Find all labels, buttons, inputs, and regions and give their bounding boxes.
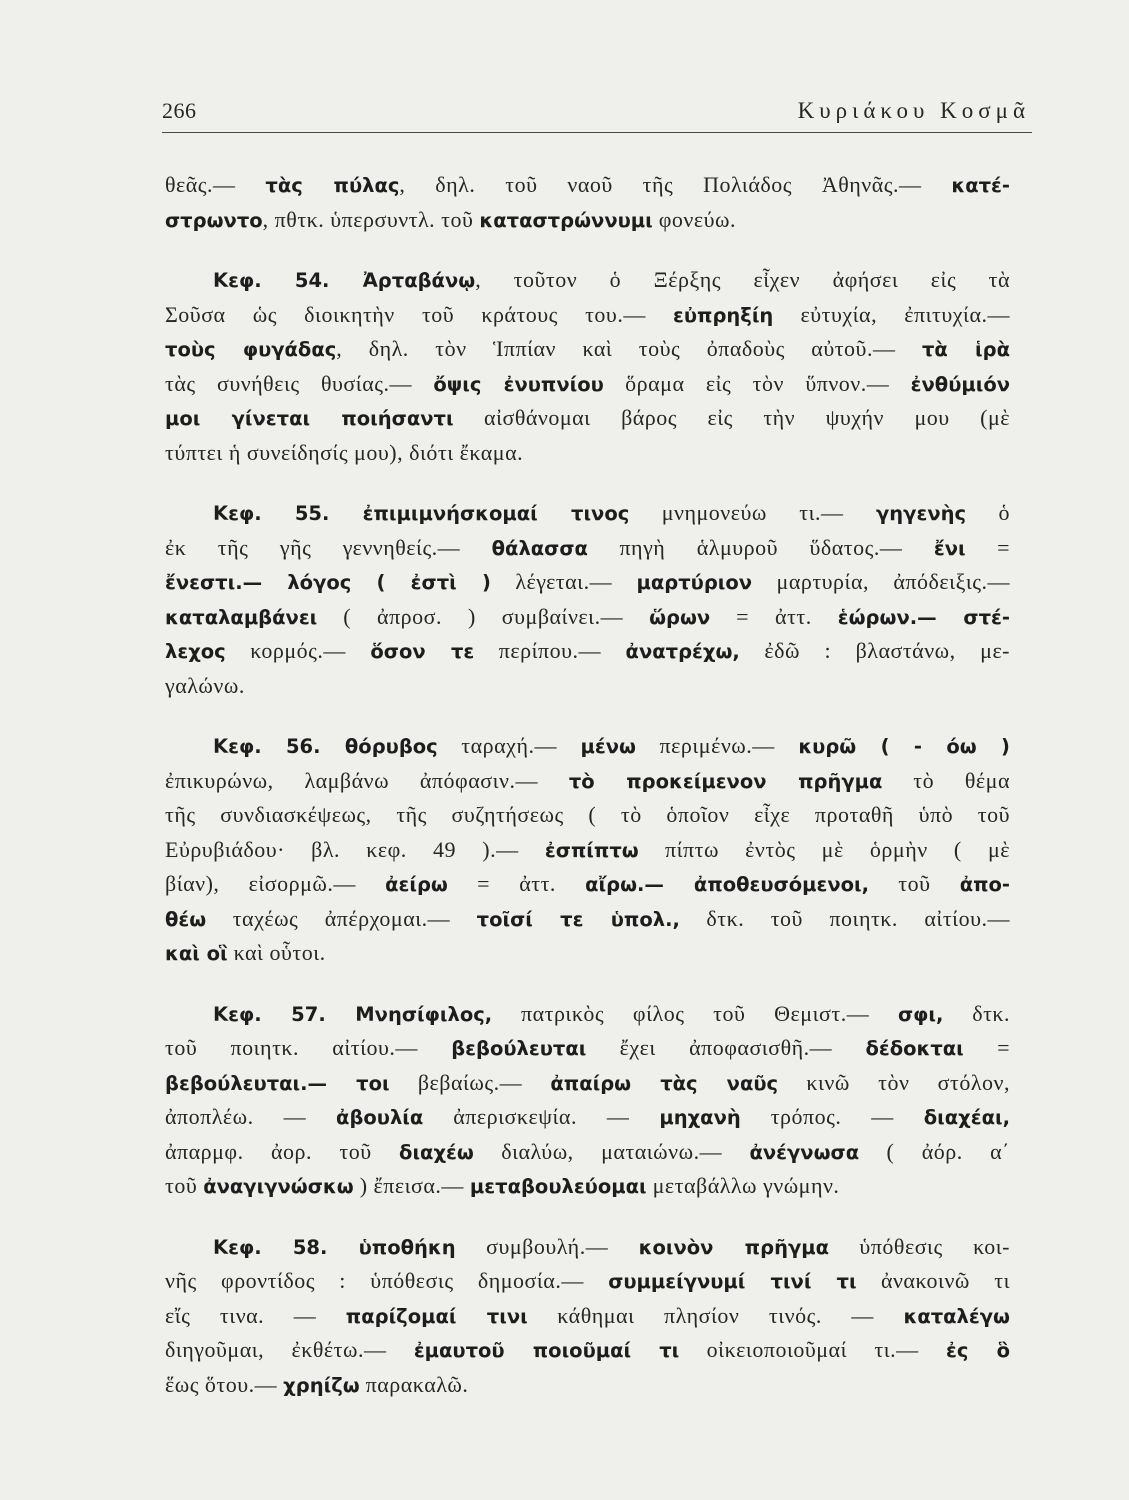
text-line: [165, 168, 1010, 203]
gloss-text: κινῶ τὸν στόλον,: [778, 1069, 1010, 1095]
gloss-text: μνημονεύω τι.—: [629, 500, 877, 525]
gloss-text: ἀποπλέω. —: [165, 1104, 337, 1129]
text-line: [165, 798, 1010, 833]
headword: μεταβουλεύομαι: [469, 1175, 647, 1198]
gloss-text: κορμός.—: [225, 638, 371, 663]
header-rule: [162, 132, 1032, 133]
headword: στρωντο: [165, 208, 263, 232]
headword: ὅσον τε: [370, 640, 475, 663]
gloss-text: νῆς φροντίδος : ὑπόθεσις δημοσία.—: [165, 1268, 609, 1293]
gloss-text: ὑπόθεσις κοι-: [828, 1233, 1010, 1259]
headword: χρηίζω: [283, 1373, 360, 1397]
gloss-text: ἐδῶ : βλαστάνω, με-: [739, 638, 1011, 663]
gloss-text: , δηλ. τὸν Ἱππίαν καὶ τοὺς ὀπαδοὺς αὐτοῦ.—: [336, 336, 922, 361]
gloss-text: διαλύω, ματαιώνω.—: [473, 1138, 750, 1164]
text-line: [165, 436, 1010, 471]
text-line: [165, 936, 1010, 971]
text-line: [165, 867, 1010, 902]
gloss-text: μαρτυρία, ἀπόδειξις.—: [752, 569, 1011, 594]
text-line: [165, 565, 1010, 600]
gloss-text: θεᾶς.—: [165, 172, 266, 197]
gloss-text: παρακαλῶ.: [359, 1371, 469, 1397]
headword: ἀπαίρω τὰς ναῦς: [550, 1071, 779, 1095]
gloss-text: τῆς συνδιασκέψεως, τῆς συζητήσεως ( τὸ ὁποῖον εἶχε προταθῆ ὑπὸ τοῦ: [165, 802, 1010, 827]
headword: ἐσπίπτω: [544, 838, 639, 862]
gloss-text: = ἀττ.: [710, 603, 838, 629]
headword: δέδοκται: [865, 1037, 964, 1060]
gloss-text: ταχέως ἀπέρχομαι.—: [206, 905, 477, 931]
headword: κυρῶ ( - όω ): [798, 735, 1010, 758]
headword: τοῖσί τε ὑπολ.,: [476, 907, 680, 931]
headword: παρίζομαί τινι: [345, 1304, 528, 1328]
gloss-text: = ἀττ.: [447, 871, 586, 896]
gloss-text: τοῦ: [165, 1173, 204, 1198]
entry-paragraph: [165, 729, 1010, 971]
gloss-text: ἀνακοινῶ τι: [856, 1268, 1010, 1293]
headword: τὸ προκείμενον πρῆγμα: [568, 769, 883, 793]
headword: ὄψις ἐνυπνίου: [433, 372, 604, 396]
headword: εὐπρηξίη: [673, 303, 774, 327]
headword: καταστρώννυμι: [479, 208, 653, 232]
gloss-text: πατρικὸς φίλος τοῦ Θεμιστ.—: [492, 1000, 898, 1026]
entry-paragraph: [165, 496, 1010, 703]
page-number: 266: [162, 98, 197, 123]
headword: ἔνεστι.— λόγος ( ἐστὶ ): [165, 571, 491, 594]
headword: ἀναγιγνώσκω: [203, 1175, 354, 1198]
gloss-text: περιμένω.—: [635, 733, 799, 758]
gloss-text: φονεύω.: [652, 206, 736, 232]
headword: κατέ-: [951, 174, 1011, 197]
text-line: [165, 496, 1010, 531]
headword: βεβούλευται: [451, 1037, 587, 1060]
headword: ἀείρω: [385, 873, 448, 896]
gloss-text: βίαν), εἰσορμῶ.—: [165, 871, 386, 896]
gloss-text: ἐπικυρώνω, λαμβάνω ἀπόφασιν.—: [165, 767, 569, 793]
text-line: [165, 600, 1010, 635]
gloss-text: διηγοῦμαι, ἐκθέτω.—: [165, 1337, 414, 1362]
text-line: [165, 1169, 1010, 1204]
headword: διαχέω: [399, 1140, 474, 1164]
gloss-text: , δηλ. τοῦ ναοῦ τῆς Πολιάδος Ἀθηνᾶς.—: [399, 172, 952, 197]
gloss-text: εὐτυχία, ἐπιτυχία.—: [773, 301, 1010, 327]
gloss-text: Σοῦσα ὡς διοικητὴν τοῦ κράτους του.—: [165, 301, 674, 327]
gloss-text: ) ἔπεισα.—: [353, 1173, 470, 1198]
headword: Κεφ. 58. ὑποθήκη: [213, 1235, 456, 1259]
text-line: [165, 833, 1010, 868]
running-header: [162, 96, 1030, 126]
text-line: [165, 1368, 1010, 1403]
headword: ἐμαυτοῦ ποιοῦμαί τι: [413, 1339, 680, 1362]
gloss-text: =: [965, 534, 1010, 560]
headword: σφι,: [897, 1002, 944, 1026]
gloss-text: εἴς τινα. —: [165, 1302, 346, 1328]
text-line: [165, 669, 1010, 704]
text-line: [165, 729, 1010, 764]
headword: μηχανὴ: [659, 1106, 741, 1129]
gloss-text: ἀπερισκεψία. —: [423, 1104, 660, 1129]
gloss-text: μεταβάλλω γνώμην.: [646, 1173, 840, 1198]
text-line: [165, 997, 1010, 1032]
page-body-text: [165, 168, 1010, 1402]
text-line: [165, 1100, 1010, 1135]
headword: ἔνι: [933, 536, 966, 560]
entry-paragraph: [165, 997, 1010, 1204]
gloss-text: ὅραμα εἰς τὸν ὕπνον.—: [603, 370, 911, 396]
headword: θάλασσα: [491, 536, 588, 560]
entry-paragraph: [165, 263, 1010, 470]
gloss-text: τρόπος. —: [740, 1104, 924, 1129]
text-line: [165, 298, 1010, 333]
gloss-text: δτκ. τοῦ ποιητκ. αἰτίου.—: [679, 905, 1010, 931]
text-line: [165, 1333, 1010, 1368]
headword: γηγενὴς: [876, 502, 967, 525]
headword: ἀνέγνωσα: [749, 1140, 860, 1164]
gloss-text: , πθτκ. ὑπερσυντλ. τοῦ: [262, 206, 480, 232]
headword: κοινὸν πρῆγμα: [638, 1235, 829, 1259]
headword: ἀνατρέχω,: [625, 640, 740, 663]
text-line: [165, 1135, 1010, 1170]
headword: ἐνθύμιόν: [910, 372, 1010, 396]
gloss-text: ἕως ὅτου.—: [165, 1371, 284, 1397]
text-line: [165, 203, 1010, 238]
gloss-text: οἰκειοποιοῦμαί τι.—: [679, 1337, 946, 1362]
gloss-text: τύπτει ἡ συνείδησίς μου), διότι ἔκαμα.: [165, 439, 524, 465]
gloss-text: τοῦ ποιητκ. αἰτίου.—: [165, 1035, 452, 1060]
headword: τὰ ἱρὰ: [921, 338, 1010, 361]
headword: τοὺς φυγάδας: [165, 338, 337, 361]
headword: Κεφ. 57. Μνησίφιλος,: [213, 1002, 493, 1026]
gloss-text: καὶ οὗτοι.: [227, 940, 326, 965]
gloss-text: Εὐρυβιάδου· βλ. κεφ. 49 ).—: [165, 836, 545, 862]
text-line: [165, 367, 1010, 402]
headword: θέω: [165, 907, 207, 931]
text-line: [165, 1299, 1010, 1334]
gloss-text: ἐκ τῆς γῆς γεννηθείς.—: [165, 534, 492, 560]
headword: Κεφ. 54. Ἀρταβάνῳ: [213, 269, 476, 292]
gloss-text: δτκ.: [943, 1000, 1010, 1026]
gloss-text: πίπτω ἐντὸς μὲ ὁρμὴν ( μὲ: [638, 836, 1010, 862]
gloss-text: γαλώνω.: [165, 672, 245, 698]
text-line: [165, 902, 1010, 937]
headword: συμμείγνυμί τινί τι: [608, 1270, 857, 1293]
gloss-text: πηγὴ ἁλμυροῦ ὕδατος.—: [587, 534, 934, 560]
text-line: [165, 531, 1010, 566]
gloss-text: αἰσθάνομαι βάρος εἰς τὴν ψυχήν μου (μὲ: [453, 405, 1010, 430]
gloss-text: τὰς συνήθεις θυσίας.—: [165, 370, 434, 396]
headword: αἴρω.— ἀποθευσόμενοι,: [585, 873, 870, 896]
headword: ἐς ὃ: [946, 1339, 1010, 1362]
gloss-text: συμβουλή.—: [455, 1233, 639, 1259]
gloss-text: τὸ θέμα: [882, 767, 1010, 793]
gloss-text: ( ἀόρ. α΄: [859, 1138, 1010, 1164]
headword: διαχέαι,: [923, 1106, 1010, 1129]
headword: καταλέγω: [903, 1304, 1010, 1328]
headword: Κεφ. 55. ἐπιμιμνήσκομαί τινος: [213, 502, 630, 525]
text-line: [165, 1264, 1010, 1299]
text-line: [165, 634, 1010, 669]
gloss-text: περίπου.—: [474, 638, 626, 663]
gloss-text: τοῦ: [869, 871, 960, 896]
headword: καταλαμβάνει: [165, 605, 318, 629]
headword: βεβούλευται.— τοι: [165, 1071, 390, 1095]
text-line: [165, 1066, 1010, 1101]
headword: τὰς πύλας: [265, 174, 400, 197]
headword: μαρτύριον: [636, 571, 753, 594]
headword: Κεφ. 56. θόρυβος: [213, 735, 438, 758]
headword: ἑώρων.— στέ-: [837, 605, 1010, 629]
text-line: [165, 1230, 1010, 1265]
text-line: [165, 332, 1010, 367]
gloss-text: ὁ: [966, 500, 1010, 525]
entry-paragraph: [165, 168, 1010, 237]
text-line: [165, 401, 1010, 436]
headword: ἀπο-: [959, 873, 1011, 896]
headword: ὥρων: [649, 605, 711, 629]
text-line: [165, 764, 1010, 799]
gloss-text: =: [963, 1035, 1010, 1060]
headword: λεχος: [165, 640, 226, 663]
running-title: Κυριάκου Κοσμᾶ: [797, 98, 1030, 123]
gloss-text: λέγεται.—: [490, 569, 637, 594]
headword: μοι γίνεται ποιήσαντι: [165, 407, 454, 430]
gloss-text: ταραχή.—: [437, 733, 581, 758]
text-line: [165, 263, 1010, 298]
headword: καὶ οἳ: [165, 942, 228, 965]
gloss-text: ἀπαρμφ. ἀορ. τοῦ: [165, 1138, 400, 1164]
gloss-text: κάθημαι πλησίον τινός. —: [527, 1302, 904, 1328]
entry-paragraph: [165, 1230, 1010, 1403]
text-line: [165, 1031, 1010, 1066]
gloss-text: , τοῦτον ὁ Ξέρξης εἶχεν ἀφήσει εἰς τὰ: [475, 267, 1011, 292]
gloss-text: ( ἀπροσ. ) συμβαίνει.—: [317, 603, 650, 629]
headword: ἀβουλία: [336, 1106, 424, 1129]
gloss-text: ἔχει ἀποφασισθῆ.—: [586, 1035, 866, 1060]
headword: μένω: [580, 735, 636, 758]
gloss-text: βεβαίως.—: [389, 1069, 551, 1095]
